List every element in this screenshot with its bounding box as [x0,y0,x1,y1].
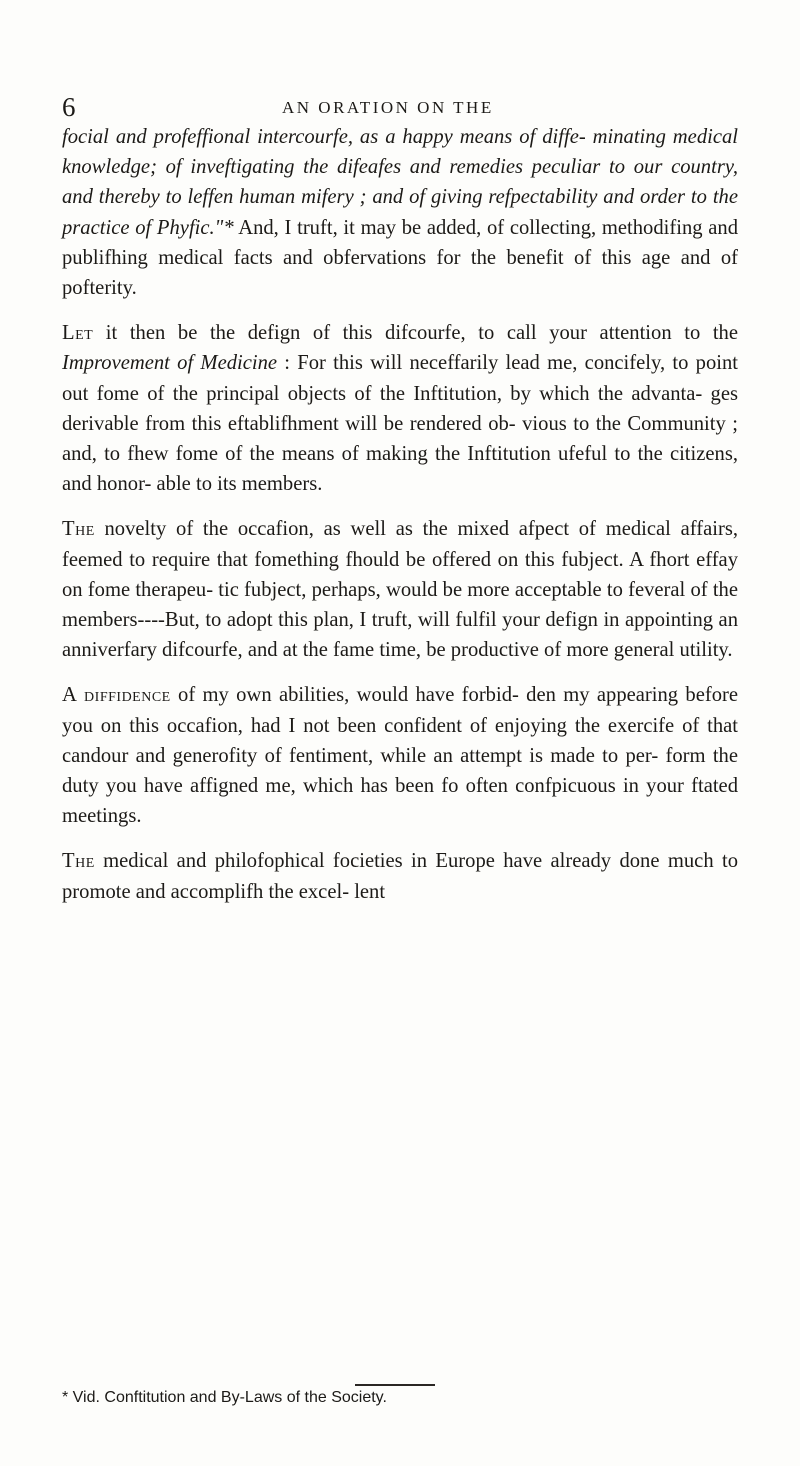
footnote-rule [355,1384,435,1386]
paragraph-design [62,318,738,499]
paragraph-text: medical and philofophical focieties in Europe have already done much to promote and accomplifh the excel- lent [62,850,738,903]
paragraph-lead-word: The [62,518,95,541]
footnote: * Vid. Conftitution and By-Laws of the Society. [62,1389,387,1406]
running-title: AN ORATION ON THE [282,98,494,117]
paragraph-societies [62,846,738,906]
body-text [62,122,738,907]
paragraph-diffidence [62,680,738,831]
paragraph-text: novelty of the occafion, as well as the mixed afpect of medical affairs, feemed to require that fomething fhould be offered on this fubject. A fhort effay on fome therapeu- tic fubject, perhaps, would be more acceptable to feveral of the members----But, to adopt this plan, I truft, will fulfil your defign in appointing an anniverfary difcourfe, and at the fame time, be productive of more general utility. [62,518,738,662]
emphasized-title: Improvement of Medicine [62,352,278,375]
paragraph-text: : For this will neceffarily lead me, concifely, to point out fome of the principal objects of the Inftitution, by which the advanta- ges derivable from this eftablifhment will be rendered ob- vious to the Community ; and, to fhew fome of the means of making the Inftitution ufeful to the citizens, and honor- able to its members. [62,352,738,496]
page-number: 6 [62,92,76,122]
paragraph-text: And, I truft, it may be added, of collecting, methodifing and publifhing medical facts and obfervations for the benefit of this age and of pofterity. [62,216,738,300]
paragraph-lead-word: A diffidence [62,684,171,707]
paragraph-lead-word: The [62,850,95,873]
paragraph-lead-word: Let [62,322,94,345]
paragraph-novelty [62,514,738,665]
quoted-constitution-text: focial and profeffional intercourfe, as a happy means of diffe- minating medical knowledge; of inveftigating the difeafes and remedies peculiar to our country, and thereby to leffen human mifery ; and of giving refpectability and order to the practice of Phyfic."* [62,126,738,239]
paragraph-text: it then be the defign of this difcourfe, to call your attention to the [93,322,738,345]
paragraph-text: of my own abilities, would have forbid- den my appearing before you on this occafion, had I not been confident of enjoying the exercife of that candour and generofity of fentiment, while an attempt is made to per- form the duty you have affigned me, which has been fo often confpicuous in your ftated meetings. [62,684,738,828]
paragraph-continuation [62,122,738,303]
